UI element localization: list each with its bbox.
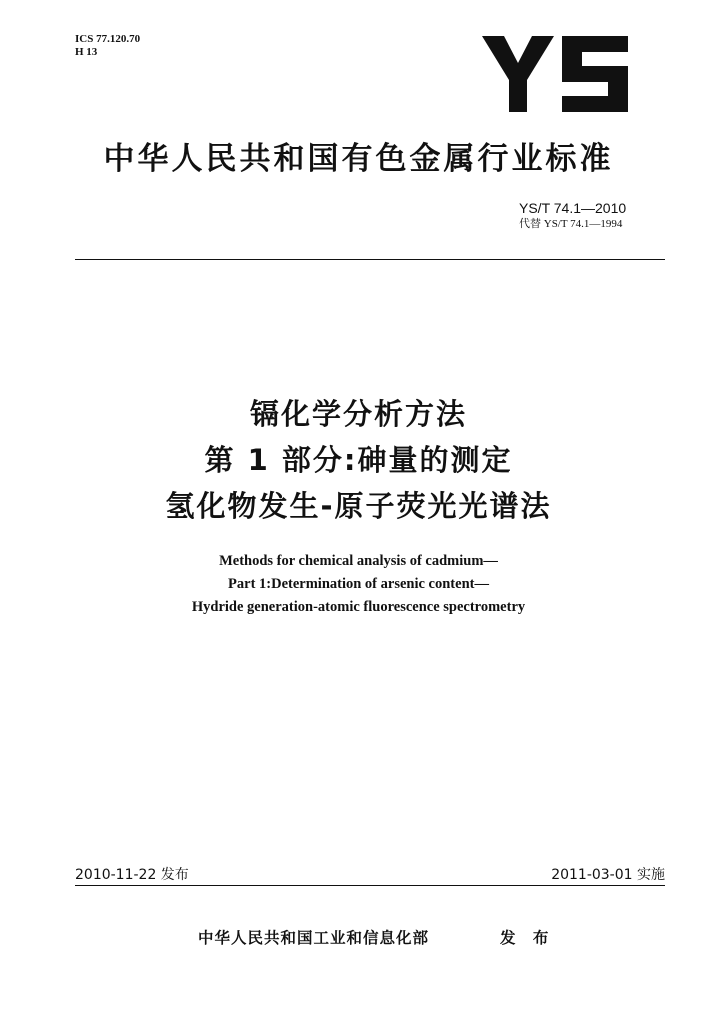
logo-letter-y — [482, 36, 554, 112]
ics-code: ICS 77.120.70 — [75, 33, 141, 45]
footer-divider — [75, 885, 665, 886]
standard-category-title: 中华人民共和国有色金属行业标准 — [103, 141, 614, 177]
standard-code-block — [519, 200, 626, 231]
replaces-standard: 代替 YS/T 74.1—1994 — [519, 218, 623, 230]
publish-label: 发 布 — [500, 929, 555, 947]
ccs-code: H 13 — [75, 46, 98, 58]
header-divider — [75, 259, 665, 260]
chinese-title-line-1: 镉化学分析方法 — [249, 397, 467, 431]
chinese-title-line-3: 氢化物发生-原子荧光光谱法 — [165, 489, 552, 523]
implementation-date: 2011-03-01 实施 — [551, 867, 665, 883]
chinese-title-line-2: 第 1 部分:砷量的测定 — [204, 443, 513, 477]
english-title-line-1: Methods for chemical analysis of cadmium— — [219, 553, 498, 569]
english-title-line-3: Hydride generation-atomic fluorescence spectrometry — [191, 599, 526, 615]
ys-logo — [482, 36, 632, 112]
publisher-name: 中华人民共和国工业和信息化部 — [198, 929, 430, 947]
chinese-title — [0, 391, 717, 529]
english-title — [0, 550, 717, 619]
english-title-line-2: Part 1:Determination of arsenic content— — [228, 576, 489, 592]
classification-codes — [75, 33, 140, 59]
logo-letter-s — [562, 36, 628, 112]
issue-date: 2010-11-22 发布 — [75, 867, 189, 883]
standard-number: YS/T 74.1—2010 — [519, 200, 627, 216]
